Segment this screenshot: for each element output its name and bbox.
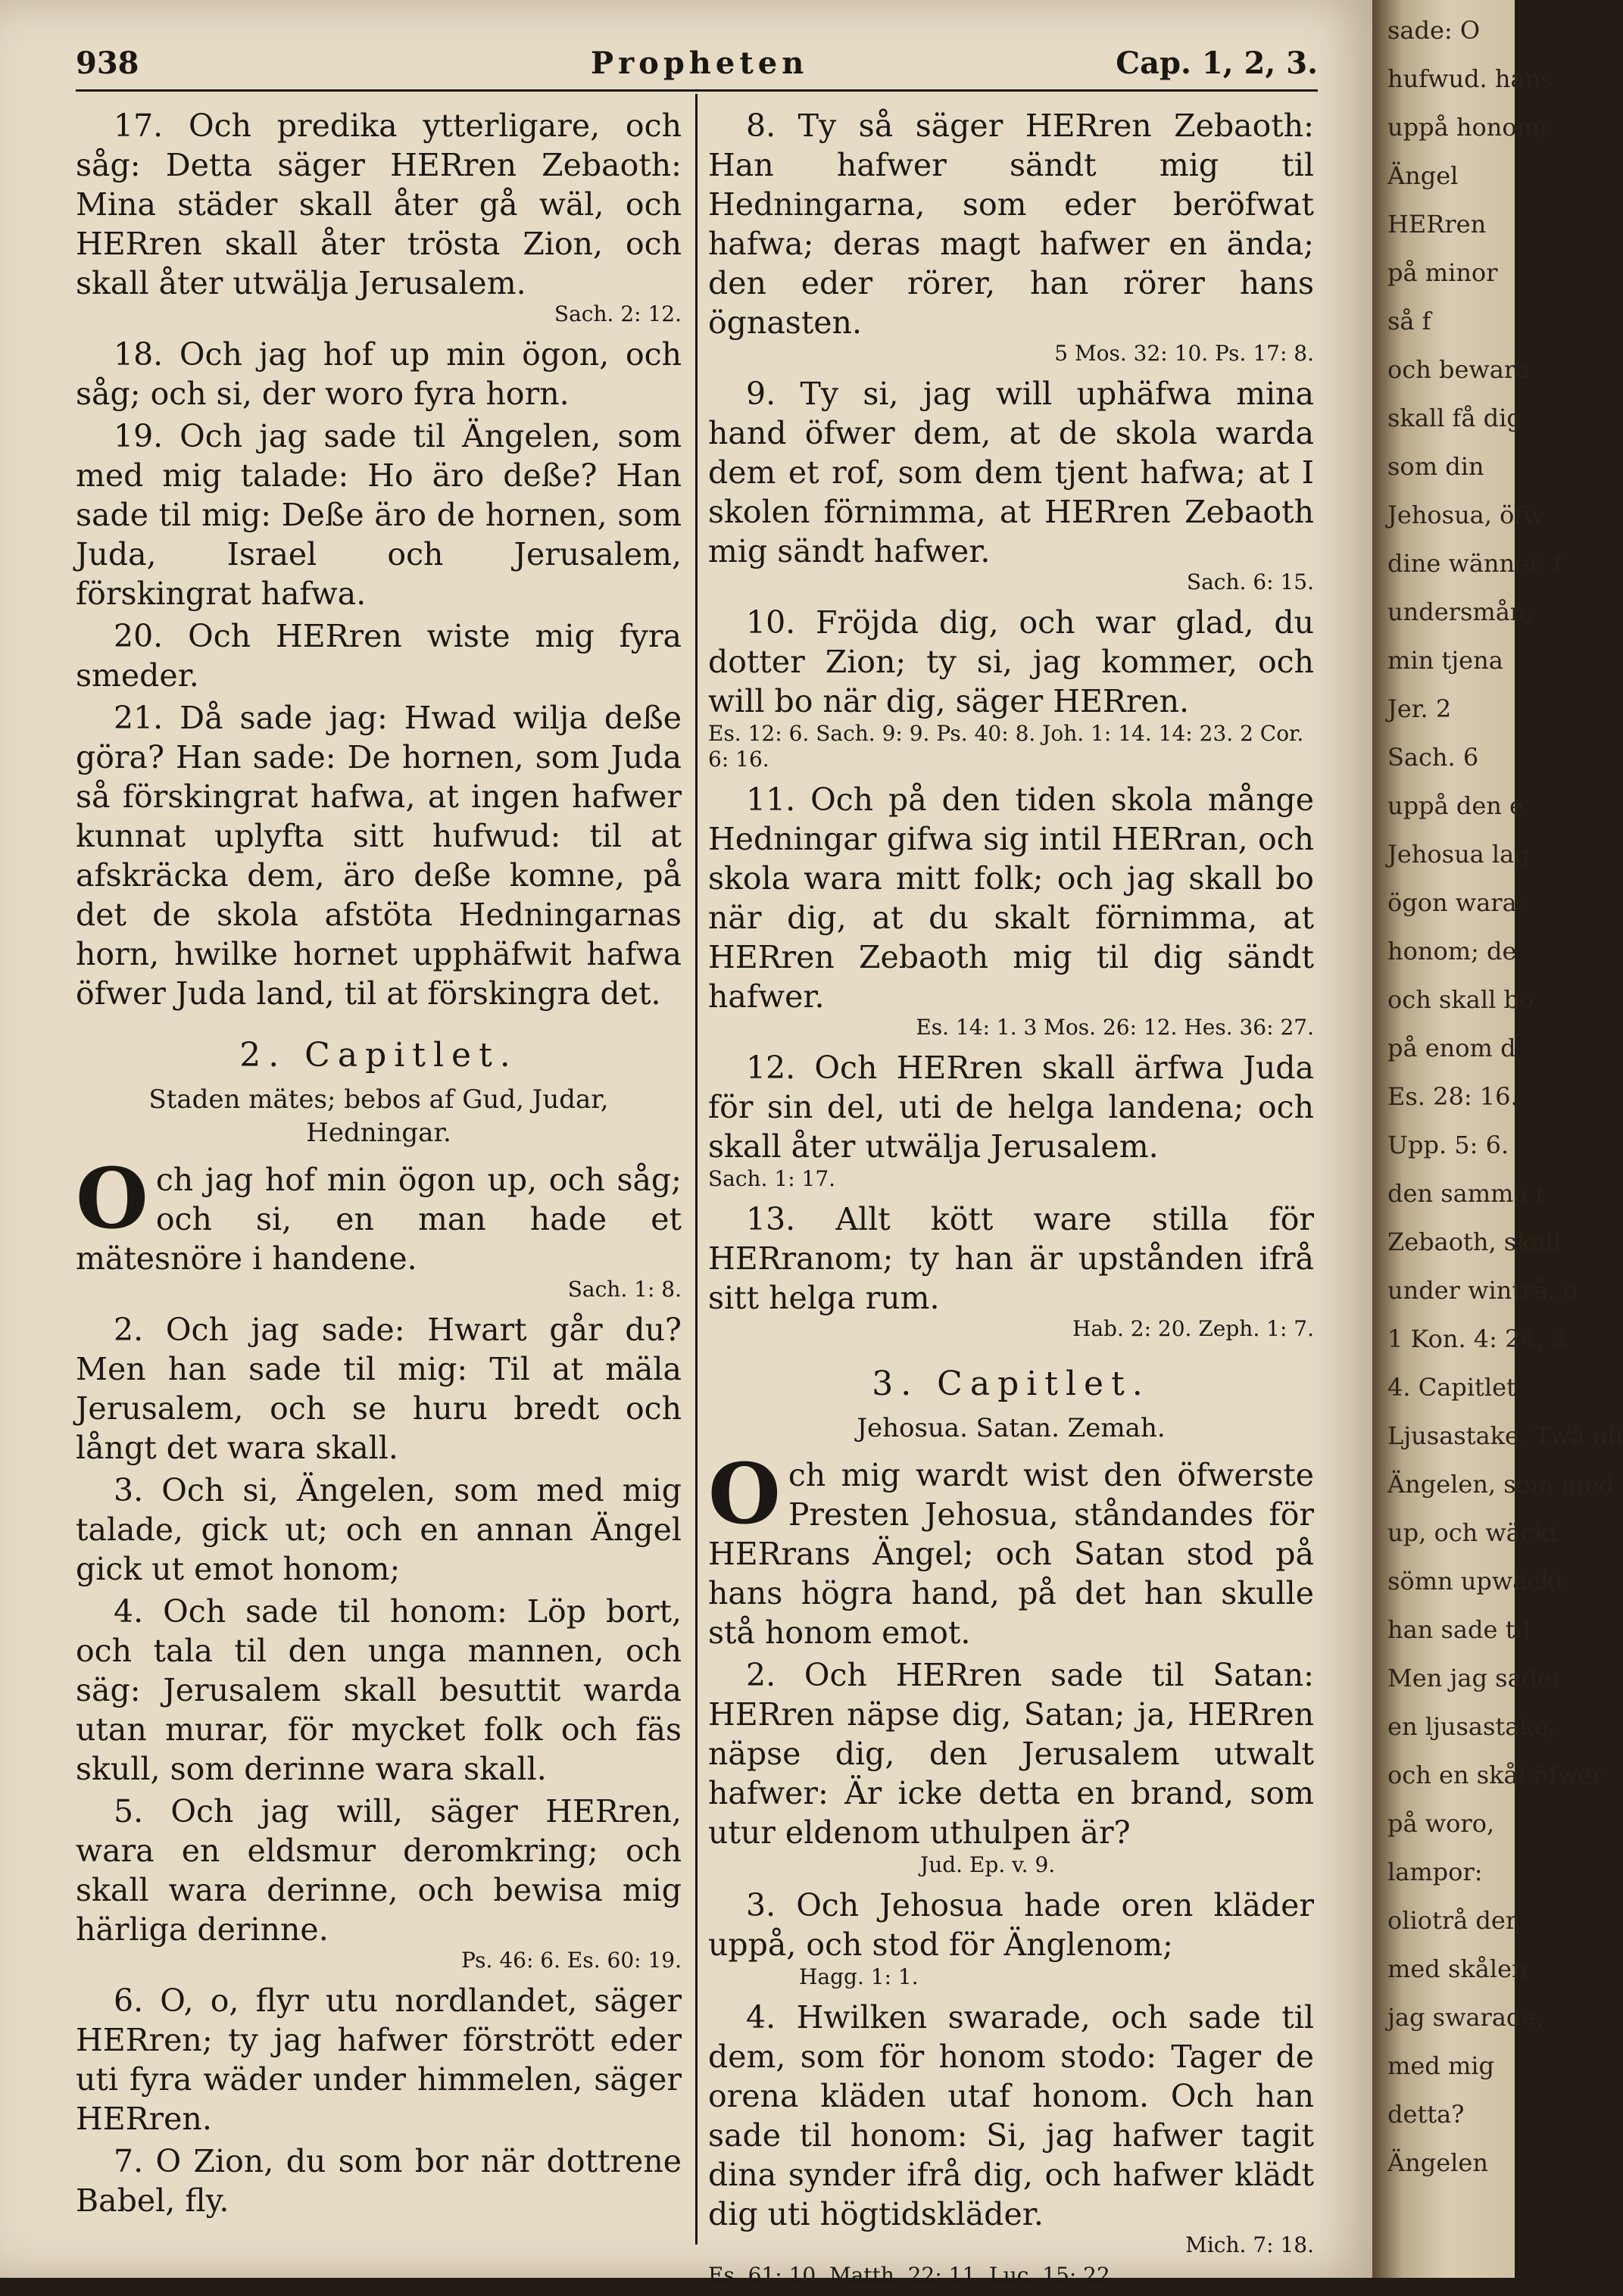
facing-page-fragment: uppå den e — [1387, 791, 1524, 820]
cross-reference: 5 Mos. 32: 10. Ps. 17: 8. — [1054, 341, 1314, 366]
facing-page-fragment: Upp. 5: 6. — [1387, 1131, 1509, 1159]
verse: 9. Ty si, jag will uphäfwa mina hand öfwer dem, at de skola warda dem et rof, som dem tjent hafwa; at I skolen förnimma, at HERren Zebaoth mig sändt hafwer. — [708, 376, 1314, 569]
facing-page-fragment: Ljusastake. Twå oli — [1387, 1421, 1623, 1450]
facing-page-fragment: 1 Kon. 4: 24, 2 — [1387, 1324, 1567, 1353]
verse: 11. Och på den tiden skola månge Hedningar gifwa sig intil HERran, och skola wara mitt folk; och jag skall bo när dig, at du skalt förnimma, at HERren Zebaoth mig til dig sändt hafwer. — [708, 781, 1314, 1015]
opening-text: ch mig wardt wist den öfwerste Presten Jehosua, ståndandes för HERrans Ängel; och Satan stod på hans högra hand, på det han skulle stå honom emot. — [708, 1457, 1314, 1651]
facing-page-fragment: och bewara — [1387, 355, 1531, 384]
chapter-opening — [708, 1445, 1314, 1652]
facing-page-fragment: Ängel — [1387, 161, 1459, 190]
verse: 6. O, o, flyr utu nordlandet, säger HERren; ty jag hafwer förstrött eder uti fyra wäder under himmelen, säger HERren. — [76, 1982, 682, 2137]
facing-page-fragment: Zebaoth, skall — [1387, 1228, 1562, 1256]
facing-page-fragment: den samma t — [1387, 1179, 1546, 1208]
verse: 3. Och si, Ängelen, som med mig talade, gick ut; och en annan Ängel gick ut emot honom; — [76, 1472, 682, 1587]
facing-page-fragment: en ljusastake, — [1387, 1712, 1556, 1741]
verse: 4. Hwilken swarade, och sade til dem, som för honom stodo: Tager de orena kläden utaf honom. Och han sade til honom: Si, jag hafwer tagit dina synder ifrå dig, och hafwer klädt dig uti högtidskläder. — [708, 1999, 1314, 2232]
facing-page-fragment: oliotrå der — [1387, 1906, 1518, 1935]
facing-page-fragment: Men jag sade: — [1387, 1664, 1560, 1692]
verse: 18. Och jag hof up min ögon, och såg; och si, der woro fyra horn. — [76, 336, 682, 412]
left-column — [76, 106, 682, 2223]
verse: 17. Och predika ytterligare, och såg: Detta säger HERren Zebaoth: Mina städer skall åter gå wäl, och HERren skall åter trösta Zion, och skall åter utwälja Jerusalem. — [76, 108, 682, 301]
verse: 2. Och jag sade: Hwart går du? Men han sade til mig: Til at mäla Jerusalem, och se huru bredt och långt det wara skall. — [76, 1312, 682, 1466]
facing-page-fragment: så f — [1387, 307, 1431, 335]
chapter-opening — [76, 1150, 682, 1278]
facing-page-fragment: Sach. 6 — [1387, 743, 1479, 772]
facing-page-fragment: dine wänner, f — [1387, 549, 1563, 578]
chapter-summary: Jehosua. Satan. Zemah. — [857, 1413, 1166, 1443]
verse: 5. Och jag will, säger HERren, wara en eldsmur deromkring; och skall wara derinne, och bewisa mig härliga derinne. — [76, 1793, 682, 1948]
facing-page-fragment: och en skål öfwer — [1387, 1761, 1604, 1789]
facing-page-fragment: honom; de — [1387, 937, 1517, 966]
facing-page-fragment: ögon wara; — [1387, 888, 1525, 917]
facing-page-fragment: HERren — [1387, 210, 1487, 239]
facing-page-fragment: på woro, — [1387, 1809, 1495, 1838]
column-divider — [695, 94, 698, 2245]
facing-page-fragment: och skall bo — [1387, 985, 1534, 1014]
verse: 13. Allt kött ware stilla för HERranom; ty han är upstånden ifrå sitt helga rum. — [708, 1201, 1314, 1316]
facing-page-fragment: på minor — [1387, 258, 1498, 287]
facing-page-fragment: lampor: — [1387, 1858, 1483, 1886]
cross-reference: Sach. 1: 8. — [567, 1277, 682, 1302]
opening-text: ch jag hof min ögon up, och såg; och si, en man hade et mätesnöre i handene. — [76, 1162, 682, 1277]
facing-page-fragment: up, och wäckt — [1387, 1518, 1559, 1547]
facing-page-fragment: skall få dig — [1387, 404, 1522, 432]
facing-page-fragment: under wintrå, o — [1387, 1276, 1578, 1305]
drop-cap: O — [708, 1445, 781, 1543]
facing-page-fragment: sömn upwäckt — [1387, 1567, 1565, 1596]
cross-reference: Sach. 1: 17. — [708, 1166, 836, 1191]
cross-reference: Hagg. 1: 1. — [799, 1964, 919, 1989]
verse: 20. Och HERren wiste mig fyra smeder. — [76, 618, 682, 694]
facing-page-fragment: hufwud. hans — [1387, 64, 1553, 93]
facing-page-fragment: uppå honom; — [1387, 113, 1548, 142]
cross-reference: Sach. 2: 12. — [554, 301, 682, 326]
facing-page-fragment: han sade til — [1387, 1615, 1531, 1644]
facing-page-fragment: med mig — [1387, 2051, 1494, 2080]
verse: 12. Och HERren skall ärfwa Juda för sin del, uti de helga landena; och skall åter utwälja Jerusalem. — [708, 1050, 1314, 1165]
cross-reference: Ps. 46: 6. Es. 60: 19. — [461, 1948, 682, 1973]
cross-reference: Es. 12: 6. Sach. 9: 9. Ps. 40: 8. Joh. 1: 14. 14: 23. 2 Cor. 6: 16. — [708, 721, 1304, 772]
verse: 4. Och sade til honom: Löp bort, och tala til den unga mannen, och säg: Jerusalem skall besuttit warda utan murar, för mycket folk och fäs skull, som derinne wara skall. — [76, 1593, 682, 1787]
cross-reference: Mich. 7: 18. — [1185, 2232, 1314, 2257]
facing-page-fragment: jag swarade, — [1387, 2003, 1544, 2032]
chapter-heading: 2. Capitlet. — [239, 1036, 518, 1075]
facing-page-fragment: 4. Capitlet — [1387, 1373, 1516, 1402]
facing-page-fragment: Ängelen — [1387, 2148, 1488, 2177]
verse: 10. Fröjda dig, och war glad, du dotter Zion; ty si, jag kommer, och will bo när dig, säger HERren. — [708, 604, 1314, 719]
verse: 19. Och jag sade til Ängelen, som med mig talade: Ho äro deße? Han sade til mig: Deße äro de hornen, som Juda, Israel och Jerusalem, förskingrat hafwa. — [76, 418, 682, 612]
cross-reference: Es. 61: 10. Matth. 22: 11. Luc. 15: 22. — [708, 2263, 1117, 2288]
verse: 3. Och Jehosua hade oren kläder uppå, och stod för Änglenom; — [708, 1887, 1314, 1963]
facing-page-fragment: Jehosua, öfw — [1387, 501, 1544, 529]
verse: 2. Och HERren sade til Satan: HERren näpse dig, Satan; ja, HERren näpse dig, den Jerusalem utwalt hafwer: Är icke detta en brand, som utur eldenom uthulpen är? — [708, 1657, 1314, 1851]
facing-page-edge — [1372, 0, 1623, 2278]
chapter-heading: 3. Capitlet. — [872, 1365, 1150, 1403]
page-number: 938 — [76, 45, 139, 81]
facing-page-fragment: på enom d — [1387, 1034, 1516, 1062]
cross-reference: Jud. Ep. v. 9. — [920, 1852, 1056, 1877]
cross-reference: Es. 14: 1. 3 Mos. 26: 12. Hes. 36: 27. — [916, 1015, 1314, 1040]
facing-page-fragment: sade: O — [1387, 16, 1481, 45]
verse: 7. O Zion, du som bor när dottrene Babel, fly. — [76, 2143, 682, 2219]
facing-page-fragment: med skålen — [1387, 1954, 1528, 1983]
facing-page-fragment: detta? — [1387, 2100, 1465, 2129]
facing-page-fragment: som din — [1387, 452, 1484, 481]
facing-page-fragment: Jehosua lag — [1387, 840, 1530, 869]
drop-cap: O — [76, 1150, 148, 1247]
cross-reference: Sach. 6: 15. — [1186, 569, 1314, 594]
facing-page-fragment: Es. 28: 16. — [1387, 1082, 1518, 1111]
cross-reference: Hab. 2: 20. Zeph. 1: 7. — [1072, 1316, 1314, 1341]
chapter-range: Cap. 1, 2, 3. — [1116, 45, 1318, 81]
chapter-summary: Staden mätes; bebos af Gud, Judar, Hedningar. — [148, 1084, 609, 1148]
facing-page-fragment: undersmån; — [1387, 597, 1534, 626]
running-title: Propheten — [591, 45, 809, 81]
right-column — [708, 106, 1314, 2296]
verse: 21. Då sade jag: Hwad wilja deße göra? Han sade: De hornen, som Juda så förskingrat hafwa, at ingen hafwer kunnat uplyfta sitt hufwud: til at afskräcka dem, äro deße komne, på det de skola afstöta Hedningarnas horn, hwilke hornet upphäfwit hafwa öfwer Juda land, til at förskingra det. — [76, 700, 682, 1012]
facing-page-fragment: min tjena — [1387, 646, 1503, 675]
facing-page-fragment: Jer. 2 — [1387, 694, 1452, 723]
facing-page-fragment: Ängelen, som med — [1387, 1470, 1615, 1499]
header-rule — [76, 89, 1318, 92]
running-header — [76, 39, 1318, 92]
verse: 8. Ty så säger HERren Zebaoth: Han hafwer sändt mig til Hedningarna, som eder beröfwat hafwa; deras magt hafwer en ända; den eder rörer, han rörer hans ögnasten. — [708, 108, 1314, 341]
